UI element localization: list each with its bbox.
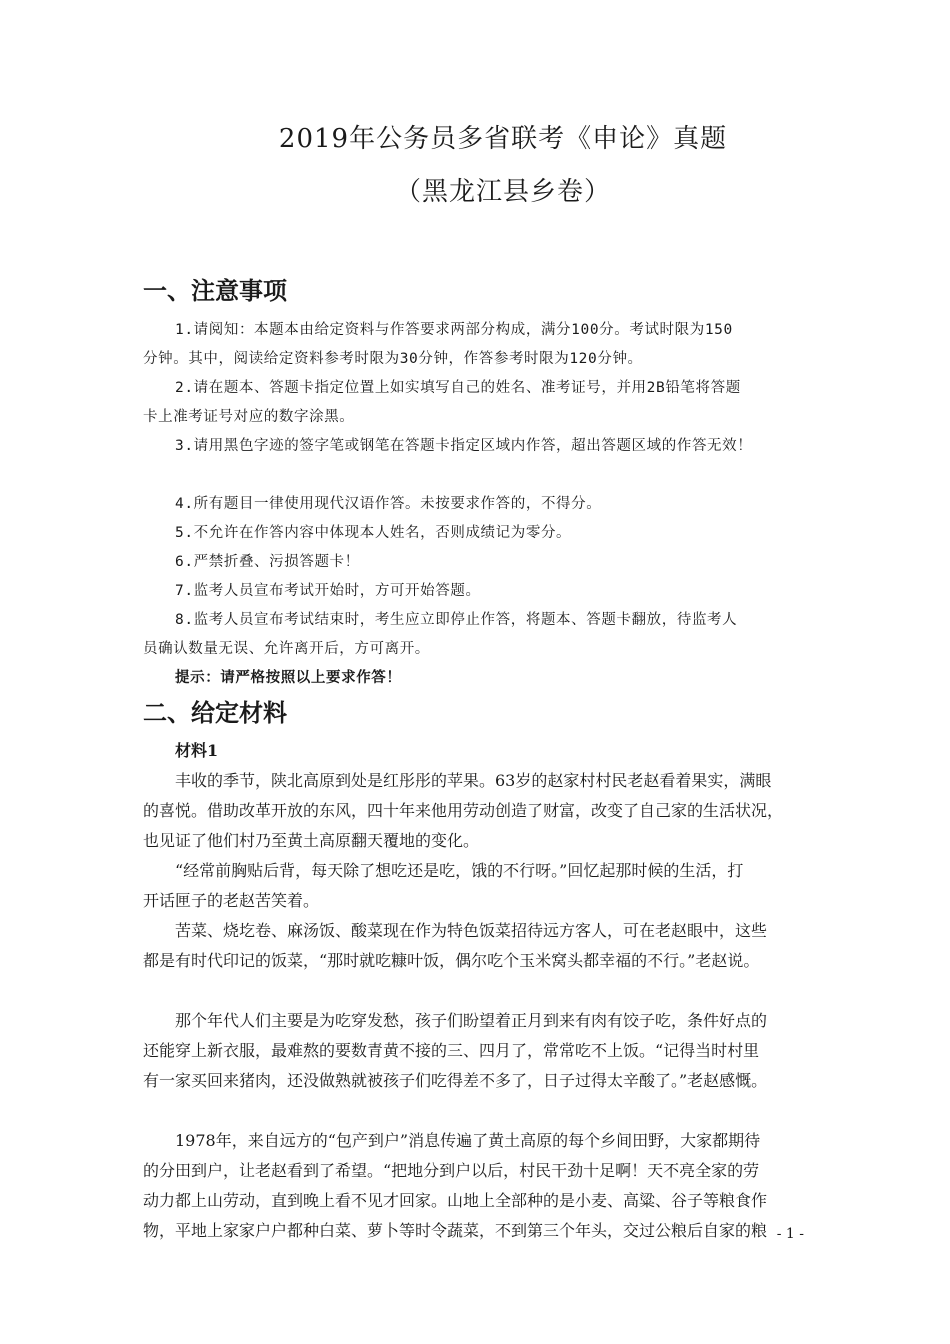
material-line: “经常前胸贴后背，每天除了想吃还是吃，饿的不行呀。”回忆起那时候的生活，打 <box>175 861 744 880</box>
material-line: 的喜悦。借助改革开放的东风，四十年来他用劳动创造了财富，改变了自己家的生活状况， <box>143 801 784 820</box>
document-subtitle: （黑龙江县乡卷） <box>394 177 611 207</box>
material-line: 动力都上山劳动，直到晚上看不见才回家。山地上全部种的是小麦、高粱、谷子等粮食作 <box>143 1191 768 1210</box>
section-heading-notice: 一、注意事项 <box>143 277 287 305</box>
material-line: 1978年，来自远方的“包产到户”消息传遍了黄土高原的每个乡间田野，大家都期待 <box>175 1131 761 1150</box>
material-line: 物，平地上家家户户都种白菜、萝卜等时令蔬菜，不到第三个年头，交过公粮后自家的粮 <box>143 1221 768 1240</box>
notice-line: 7.监考人员宣布考试开始时，方可开始答题。 <box>175 583 481 599</box>
material-line: 有一家买回来猪肉，还没做熟就被孩子们吃得差不多了，日子过得太辛酸了。”老赵感慨。 <box>143 1071 768 1090</box>
notice-line: 员确认数量无误、允许离开后，方可离开。 <box>143 641 430 657</box>
notice-tip: 提示：请严格按照以上要求作答！ <box>175 670 402 686</box>
section-heading-materials: 二、给定材料 <box>143 699 287 727</box>
notice-line: 3.请用黑色字迹的签字笔或钢笔在答题卡指定区域内作答，超出答题区域的作答无效！ <box>175 438 753 454</box>
material-line: 还能穿上新衣服，最难熬的要数青黄不接的三、四月了，常常吃不上饭。“记得当时村里 <box>143 1041 760 1060</box>
material-line: 那个年代人们主要是为吃穿发愁，孩子们盼望着正月到来有肉有饺子吃，条件好点的 <box>175 1011 768 1030</box>
notice-line: 6.严禁折叠、污损答题卡！ <box>175 554 360 570</box>
notice-line: 4.所有题目一律使用现代汉语作答。未按要求作答的，不得分。 <box>175 496 602 512</box>
spacer <box>143 1096 815 1126</box>
spacer <box>143 461 815 490</box>
notice-line: 2.请在题本、答题卡指定位置上如实填写自己的姓名、准考证号，并用2B铅笔将答题 <box>175 380 741 396</box>
spacer <box>143 976 815 1006</box>
material-label: 材料1 <box>175 741 219 760</box>
material-line: 的分田到户，让老赵看到了希望。“把地分到户以后，村民干劲十足啊！天不亮全家的劳 <box>143 1161 760 1180</box>
notice-line: 5.不允许在作答内容中体现本人姓名，否则成绩记为零分。 <box>175 525 572 541</box>
notice-line: 分钟。其中，阅读给定资料参考时限为30分钟，作答参考时限为120分钟。 <box>143 351 643 367</box>
document-title: 2019年公务员多省联考《申论》真题 <box>278 124 728 154</box>
material-line: 也见证了他们村乃至黄土高原翻天覆地的变化。 <box>143 831 480 850</box>
material-line: 苦菜、烧圪卷、麻汤饭、酸菜现在作为特色饭菜招待远方客人，可在老赵眼中，这些 <box>175 921 768 940</box>
notice-line: 8.监考人员宣布考试结束时，考生应立即停止作答，将题本、答题卡翻放，待监考人 <box>175 612 738 628</box>
material-body <box>143 736 815 1246</box>
material-line: 都是有时代印记的饭菜，“那时就吃糠叶饭，偶尔吃个玉米窝头都幸福的不行。”老赵说。 <box>143 951 760 970</box>
material-line: 开话匣子的老赵苦笑着。 <box>143 891 320 910</box>
notice-list <box>143 316 815 693</box>
material-line: 丰收的季节，陕北高原到处是红彤彤的苹果。63岁的赵家村村民老赵看着果实，满眼 <box>175 771 772 790</box>
notice-line: 卡上准考证号对应的数字涂黑。 <box>143 409 355 425</box>
page-number: - 1 - <box>776 1226 804 1242</box>
notice-line: 1.请阅知：本题本由给定资料与作答要求两部分构成，满分100分。考试时限为150 <box>175 322 733 338</box>
